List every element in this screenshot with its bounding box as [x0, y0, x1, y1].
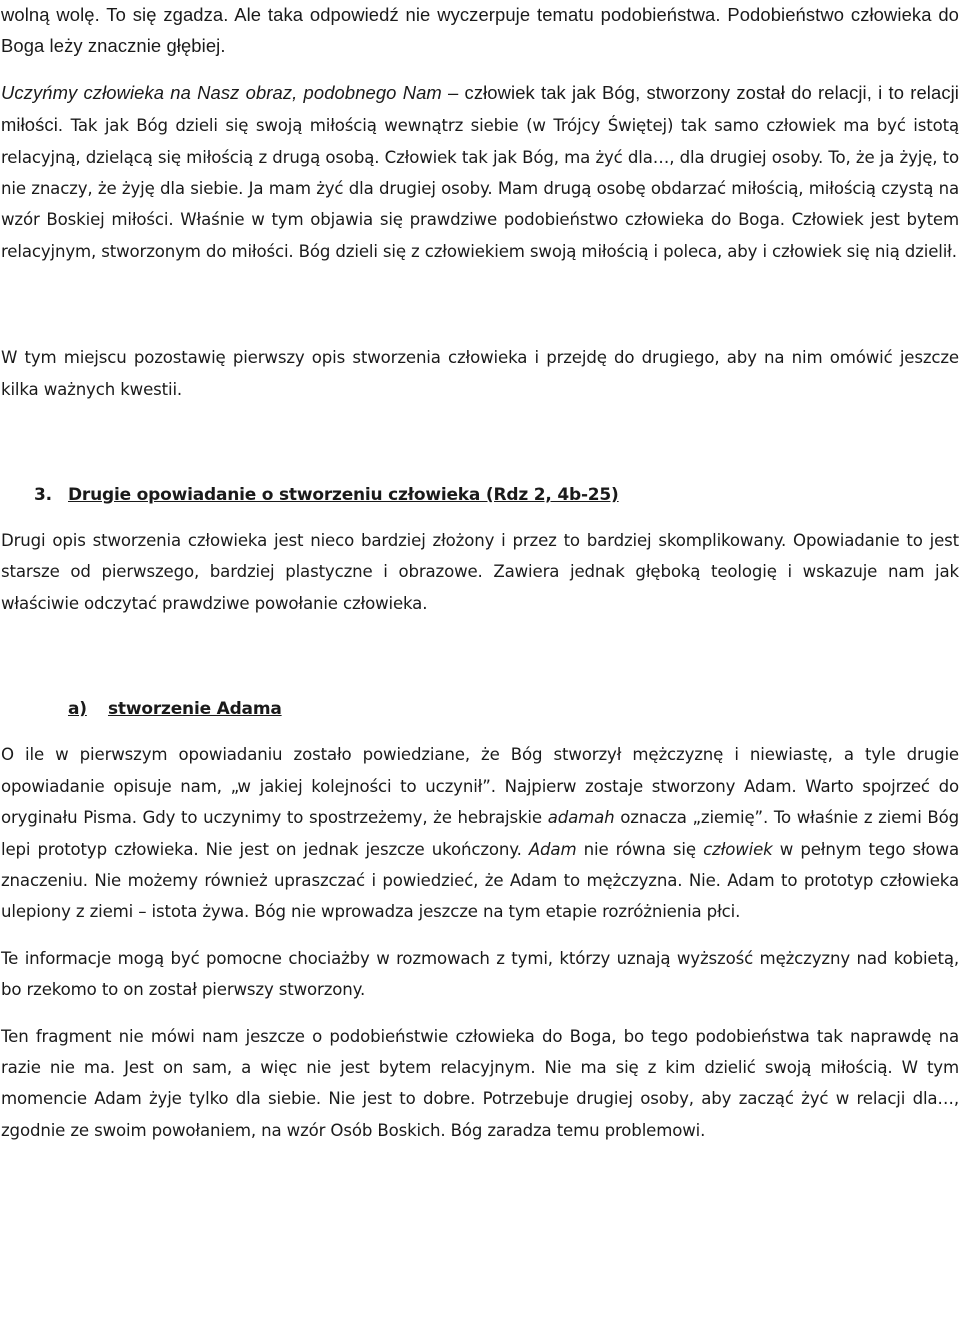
paragraph-usefulness: [0, 943, 959, 1006]
paragraph-likeness: [0, 77, 959, 267]
paragraph-adam-text-2: oznacza „ziemię”. To właśnie z ziemi Bóg lepi prototyp człowieka. Nie jest on jednak jeszcze ukończony.: [1, 808, 959, 859]
paragraph-adam-text-3: nie równa się: [576, 839, 704, 859]
paragraph-adam-text-4: w pełnym tego słowa znaczeniu. Nie możemy również upraszczać i powiedzieć, że Adam to mężczyzna. Nie. Adam to prototyp człowieka ulepiony z ziemi – istota żywa. Bóg nie wprowadza jeszcze na tym etapie rozróżnienia płci.: [1, 839, 959, 922]
subsection-number: a): [68, 699, 87, 720]
paragraph-intro-text: wolną wolę. To się zgadza. Ale taka odpowiedź nie wyczerpuje tematu podobieństwa. Podobieństwo człowieka do Boga leży znacznie głębiej.: [1, 4, 959, 57]
paragraph-likeness-lead: – człowiek tak jak Bóg, stworzony został do relacji, i to relacji miłości.: [1, 81, 959, 136]
section-heading-3: [0, 480, 960, 511]
paragraph-adam: [0, 739, 959, 927]
section-number: 3.: [34, 485, 52, 506]
scripture-quote: Uczyńmy człowieka na Nasz obraz, podobnego Nam: [1, 81, 442, 103]
section-title: Drugie opowiadanie o stworzeniu człowieka (Rdz 2, 4b-25): [68, 485, 619, 506]
paragraph-intro: [0, 0, 959, 62]
paragraph-adam-text-1: O ile w pierwszym opowiadaniu zostało powiedziane, że Bóg stworzył mężczyznę i niewiastę, a tyle drugie opowiadanie opisuje nam, „w jakiej kolejności to uczynił”. Najpierw zostaje stworzony Adam. Warto spojrzeć do oryginału Pisma. Gdy to uczynimy to spostrzeżemy, że hebrajskie: [1, 745, 959, 828]
subsection-title: stworzenie Adama: [108, 699, 282, 720]
term-czlowiek: człowiek: [703, 839, 773, 859]
paragraph-transition: [0, 342, 959, 405]
paragraph-second-account: [0, 525, 959, 619]
paragraph-second-account-text: Drugi opis stworzenia człowieka jest nieco bardziej złożony i przez to bardziej skomplikowany. Opowiadanie to jest starsze od pierwszego, bardziej plastyczne i obrazowe. Zawiera jednak głęboką teologię i wskazuje nam jak właściwie odczytać prawdziwe powołanie człowieka.: [1, 531, 959, 613]
subsection-heading-a: [0, 694, 960, 725]
paragraph-usefulness-text: Te informacje mogą być pomocne chociażby w rozmowach z tymi, którzy uznają wyższość mężczyzny nad kobietą, bo rzekomo to on został pierwszy stworzony.: [1, 948, 959, 1000]
paragraph-likeness-text: Tak jak Bóg dzieli się swoją miłością wewnątrz siebie (w Trójcy Świętej) tak samo człowiek ma być istotą relacyjną, dzielącą się miłością z drugą osobą. Człowiek tak jak Bóg, ma żyć dla…, dla drugiej osoby. To, że ja żyję, to nie znaczy, że żyję dla siebie. Ja mam żyć dla drugiej osoby. Mam drugą osobę obdarzać miłością, miłością czystą na wzór Boskiej miłości. Właśnie w tym objawia się prawdziwe podobieństwo człowieka do Boga. Człowiek jest bytem relacyjnym, stworzonym do miłości. Bóg dzieli się z człowiekiem swoją miłością i poleca, aby i człowiek się nią dzielił.: [1, 116, 959, 261]
paragraph-fragment: [0, 1021, 959, 1147]
hebrew-term: adamah: [547, 808, 615, 828]
paragraph-transition-text: W tym miejscu pozostawię pierwszy opis stworzenia człowieka i przejdę do drugiego, aby na nim omówić jeszcze kilka ważnych kwestii.: [1, 348, 959, 399]
paragraph-fragment-text: Ten fragment nie mówi nam jeszcze o podobieństwie człowieka do Boga, bo tego podobieństwa tak naprawdę na razie nie ma. Jest on sam, a więc nie jest bytem relacyjnym. Nie ma się z kim dzielić swoją miłością. W tym momencie Adam żyje tylko dla siebie. Nie jest to dobre. Potrzebuje drugiej osoby, aby zacząć żyć w relacji dla…, zgodnie ze swoim powołaniem, na wzór Osób Boskich. Bóg zaradza temu problemowi.: [1, 1026, 959, 1140]
term-adam: Adam: [528, 839, 577, 859]
